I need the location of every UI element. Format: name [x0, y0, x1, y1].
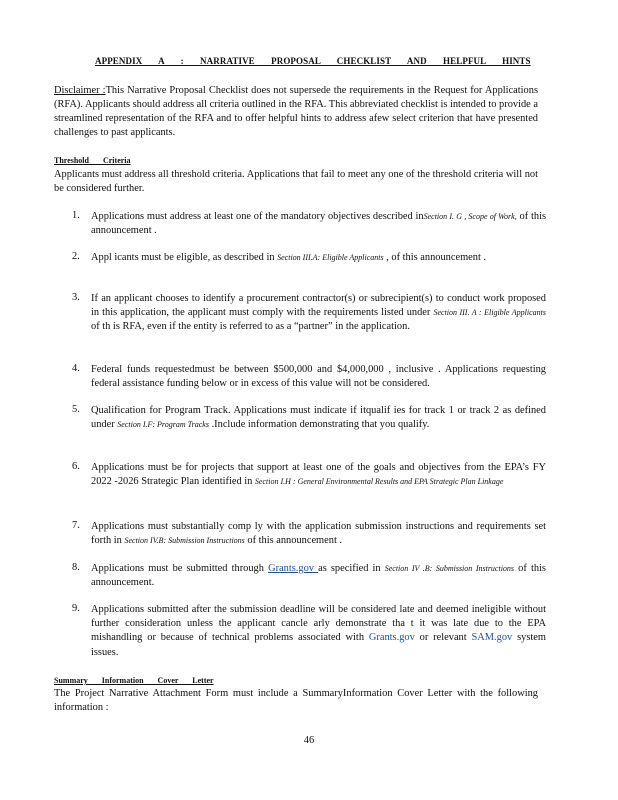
item-text: Federal funds requestedmust be between $500,000 and $4,000,000 , inclusive . Applications requesting federal assistance funding below or in excess of this value will not be considered.: [91, 364, 546, 390]
sam-gov-link[interactable]: SAM.gov: [471, 632, 513, 644]
grants-gov-link[interactable]: Grants.gov: [368, 632, 415, 644]
grants-gov-link[interactable]: Grants.gov: [268, 563, 319, 574]
section-reference: Section III. A : Eligible Applicants: [433, 308, 547, 318]
item-text-end: of this announcement .: [244, 535, 343, 547]
disclaimer-text: This Narrative Proposal Checklist does not supersede the requirements in the Request for Applications (RFA). Applicants should address all criteria outlined in the RFA. This abbreviated checklist is intended to provide a streamlined representation of the RFA and to offer helpful hints to address afew select criterion that have presented challenges to past applicants.: [54, 85, 538, 138]
item-number: 5.: [72, 404, 80, 415]
appendix-title: APPENDIX A : NARRATIVE PROPOSAL CHECKLIST AND HELPFUL HINTS: [95, 56, 531, 66]
item-text: Applications must be submitted through: [91, 563, 269, 574]
item-text-mid: as specified in: [318, 563, 385, 574]
item-number: 9.: [72, 603, 80, 614]
item-number: 7.: [72, 520, 80, 531]
item-text-end: .Include information demonstrating that you qualify.: [208, 419, 430, 431]
section-reference: Section IV .B: Submission Instructions: [384, 564, 515, 573]
item-text-end: system issues.: [91, 632, 546, 658]
section-reference: Section III.A: Eligible Applicants: [277, 253, 384, 262]
item-text: Qualification for Program Track. Applications must indicate if itqualif ies for track 1 or track 2 as defined under: [91, 405, 546, 431]
item-text: If an applicant chooses to identify a procurement contractor(s) or subrecipient(s) to conduct work proposed in this application, the applicant must comply with the requirements listed under: [91, 293, 546, 319]
disclaimer-label: Disclaimer :: [54, 85, 106, 96]
item-text-mid: or relevant: [414, 632, 472, 644]
item-number: 4.: [72, 363, 80, 374]
item-text: Applications must address at least one of the mandatory objectives described in: [91, 211, 424, 222]
item-number: 8.: [72, 562, 80, 573]
section-reference: Section IV.B: Submission Instructions: [124, 536, 245, 546]
item-text-end: of th is RFA, even if the entity is referred to as a “partner” in the application.: [91, 321, 410, 333]
item-text-end: , of this announcement .: [383, 252, 487, 263]
threshold-intro-paragraph: Applicants must address all threshold criteria. Applications that fail to meet any one of the threshold criteria will not be considered further.: [54, 169, 538, 194]
section-reference: Section I. G , Scope of Work,: [423, 212, 517, 221]
item-number: 6.: [72, 461, 80, 472]
threshold-criteria-heading: Threshold Criteria: [54, 156, 131, 165]
disclaimer-paragraph: [54, 84, 538, 140]
page-number: 46: [303, 735, 315, 746]
item-number: 2.: [72, 251, 80, 262]
item-number: 3.: [72, 292, 80, 303]
summary-cover-letter-heading: Summary Information Cover Letter: [54, 676, 214, 685]
item-text-end: of this announcement .: [91, 211, 547, 237]
item-text-end: of this announcement.: [91, 563, 546, 589]
section-reference: Section I.F: Program Tracks: [117, 420, 209, 430]
item-text: Applications must be for projects that support at least one of the goals and objectives from the EPA’s FY 2022 -2026 Strategic Plan identified in: [91, 462, 546, 488]
item-text: Applications must substantially comp ly with the application submission instructions and requirements set forth in: [91, 521, 546, 547]
item-text: Applications submitted after the submission deadline will be considered late and deemed ineligible without further consideration unless the applicant cancle arly demonstrate tha t it was late due to the EPA mishandling or because of technical problems associated with: [91, 604, 546, 644]
section-reference: Section I.H : General Environmental Results and EPA Strategic Plan Linkage: [254, 477, 504, 487]
item-number: 1.: [72, 210, 80, 221]
item-text: Appl icants must be eligible, as described in: [91, 252, 278, 263]
summary-paragraph: The Project Narrative Attachment Form must include a SummaryInformation Cover Letter with the following information :: [54, 688, 538, 713]
